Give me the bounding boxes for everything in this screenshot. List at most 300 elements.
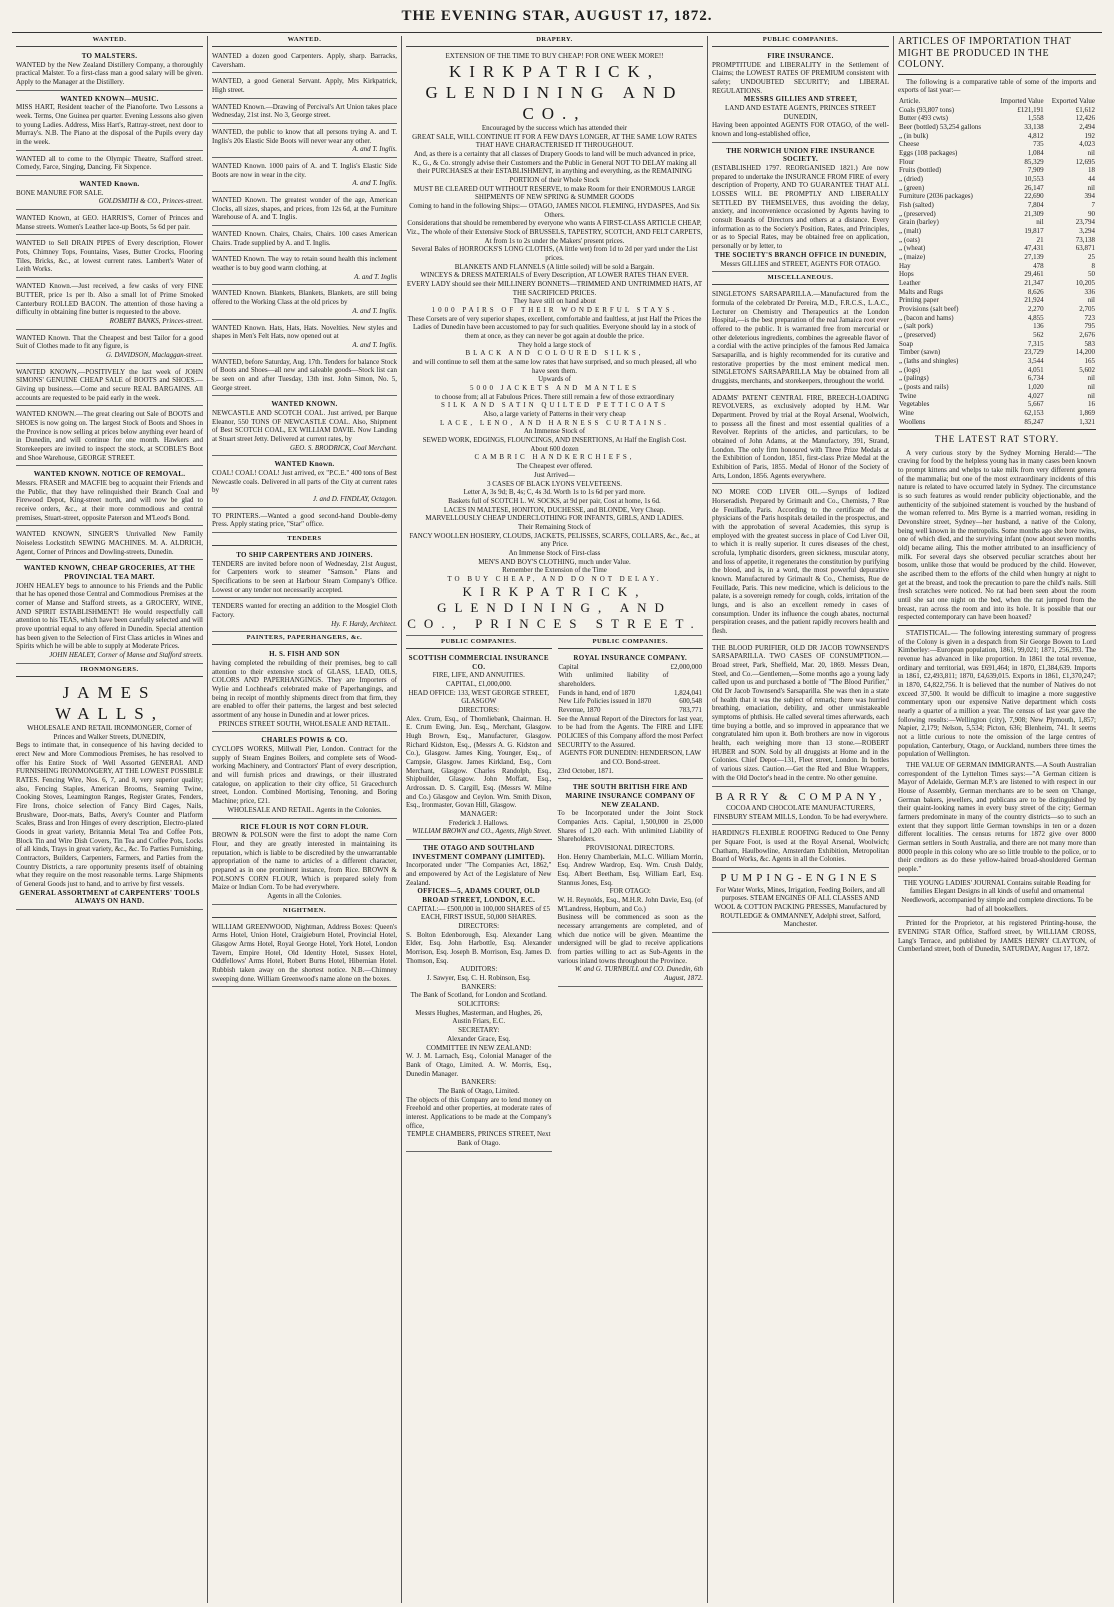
drapery-line: And, as there is a certainty that all classes of Drapery Goods to land will be much advanced in price,: [413, 149, 696, 158]
table-row: [898, 366, 1096, 375]
ad-manager: Frederick J. Hallows.: [448, 818, 509, 827]
table-cell: „ (preserved): [899, 209, 936, 218]
table-header-cell: Imported Value: [1000, 96, 1044, 105]
classified-ad: [212, 322, 397, 354]
ad-body: WANTED, before Saturday, Aug. 17th. Tenders for balance Stock of Boots and Shoes—all new and saleable goods—Stock list can be seen on and after Tuesday, 13th inst. John Simon, No. 5, George street.: [212, 357, 397, 392]
table-cell: 192: [1084, 131, 1095, 140]
classified-ad: [16, 212, 203, 235]
classified-ad: [212, 510, 397, 533]
drapery-line: Upwards of: [538, 375, 571, 384]
ad-body: NEWCASTLE AND SCOTCH COAL. Just arrived, per Barque Eleanor, 550 TONS OF NEWCASTLE COAL. Also, Shipment of Best SCOTCH COAL, EX WILLIAM DAVIE. Now Landing at Stuart street Jetty. Delivered at current rates, by: [212, 408, 397, 443]
drapery-line: Considerations that should be remembered by everyone who wants A FIRST-CLASS ARTICLE CHEAP,: [407, 219, 702, 228]
ad-title: WANTED KNOWN, CHEAP GROCERIES, AT THE PROVINCIAL TEA MART.: [23, 564, 196, 581]
ad-title: PUMPING-ENGINES: [720, 872, 881, 885]
classified-ad: [212, 287, 397, 319]
ad-title: H. S. FISH AND SON: [269, 650, 340, 659]
ad-secretary: Alexander Grace, Esq.: [447, 1034, 511, 1043]
drapery-line: BLACK AND COLOURED SILKS,: [465, 349, 644, 358]
drapery-line: 5000 JACKETS AND MANTLES: [469, 384, 640, 393]
table-cell: Wine: [899, 409, 914, 418]
ad-title: WANTED KNOWN.: [271, 400, 338, 409]
drapery-line: Remember the Extension of the Time: [502, 566, 607, 575]
table-cell: Furniture (2036 packages): [899, 192, 973, 201]
table-cell: 2,705: [1079, 304, 1095, 313]
table-row: [898, 158, 1096, 167]
ad-body: WANTED Known.—Drawing of Percival's Art Union takes place Wednesday, 21st inst. No 3, George street.: [212, 102, 397, 120]
table-cell: Beer (bottled) 53,254 gallons: [899, 122, 982, 131]
table-cell: Capital: [558, 662, 579, 671]
table-cell: Woollens: [899, 417, 926, 426]
ad-signature: Messrs GILLIES and STREET, AGENTS FOR OTAGO.: [720, 259, 881, 268]
table-row: [898, 270, 1096, 279]
ad-capital: CAPITAL:— £500,000 in 100,000 SHARES of £5 EACH, FIRST ISSUE, 50,000 SHARES.: [407, 904, 551, 922]
sarsaparilla-ad: [712, 288, 889, 389]
drapery-line: Their Remaining Stock of: [518, 522, 591, 531]
import-export-table: [898, 97, 1096, 427]
ad-body: WANTED Known. Blankets, Blankets, Blankets, are still being offered to the Working Class at the old prices by: [212, 289, 397, 307]
ad-body: WANTED Known, at GEO. HARRIS'S, Corner of Princes and Manse streets. Women's Leather lace-up Boots, 5s 6d per pair.: [16, 214, 203, 231]
table-cell: 7,315: [1027, 339, 1044, 348]
roofing-ad: [712, 827, 889, 868]
ad-label: SOLICITORS:: [457, 1000, 500, 1009]
ad-label: BANKERS:: [461, 982, 497, 991]
table-cell: 2,494: [1079, 122, 1095, 131]
classified-ad: [212, 356, 397, 397]
ad-body: SINGLETON'S SARSAPARILLA.—Manufactured from the formula of the celebrated Dr Pereira, M.D., F.R.C.S., L.A.C., Lecturer on Chemistry and Therapeutics at the London Hospital,—is the best preparation of the real Jamaica root ever offered to the public. It is warranted free from mercurial or other deleterious ingredients, combines the agreeable flavor of a cordial with the active principles of the famous Red Jamaica Sarsaparilla, and is highly recommended for its curative and restorative properties by the most eminent medical men. SINGLETON'S SARSAPARILLA May be obtained from all druggists, merchants, and storekeepers, throughout the world.: [712, 290, 889, 385]
table-cell: Funds in hand, end of 1870: [558, 688, 636, 697]
table-cell: „ (maize): [899, 252, 926, 261]
ad-firm: MESSRS GILLIES AND STREET,: [743, 95, 858, 104]
table-cell: 4,023: [1079, 140, 1095, 149]
ad-signature: Hy. F. Hardy, Architect.: [331, 619, 397, 628]
table-row: [898, 288, 1096, 297]
article-heading: THE LATEST RAT STORY.: [934, 434, 1060, 445]
ad-body: WANTED all to come to the Olympic Theatre, Stafford street. Comedy, Farce, Singing, Dancing. Fit Sixpence.: [16, 154, 203, 172]
drapery-line: 1000 PAIRS OF THEIR WONDERFUL STAYS.: [431, 306, 678, 315]
table-cell: Fruits (bottled): [899, 166, 942, 175]
classified-ad: [212, 458, 397, 507]
table-cell: 478: [1033, 261, 1044, 270]
flour-ad: [212, 821, 397, 905]
ad-subtitle: WHOLESALE AND RETAIL IRONMONGER, Corner of Princes and Walker Streets, DUNEDIN,: [27, 723, 192, 741]
column-3: [402, 36, 708, 1603]
classified-ad: [16, 50, 203, 91]
drapery-line: The Cheapest ever offered.: [516, 462, 593, 471]
table-cell: 5,602: [1079, 365, 1095, 374]
table-cell: nil: [1087, 296, 1095, 305]
ad-label: MANAGER:: [460, 810, 498, 819]
column-1: [12, 36, 208, 1603]
ad-body: WANTED Known. The greatest wonder of the age, American Clocks, all sizes, shapes, and prices, from 12s 6d, at the Furniture Warehouse of A. and T. Inglis.: [212, 196, 397, 222]
classified-ad: [212, 126, 397, 158]
drapery-line: and will continue to sell them at the same low rates that have surprised, and so much pleased, all who have seen them.: [412, 358, 697, 375]
table-row: [898, 227, 1096, 236]
table-cell: 50: [1088, 270, 1095, 279]
table-cell: 29,461: [1024, 270, 1044, 279]
classified-ad: [212, 253, 397, 285]
table-cell: 12,426: [1075, 114, 1095, 123]
ad-bankers: The Bank of Otago, Limited.: [438, 1086, 520, 1095]
table-header-cell: Exported Value: [1051, 96, 1095, 105]
table-row: [898, 322, 1096, 331]
drapery-line: MEN'S AND BOY'S CLOTHING, much under Value.: [478, 557, 631, 566]
ad-label: COMMITTEE IN NEW ZEALAND:: [426, 1043, 532, 1052]
drapery-line: TO BUY CHEAP, AND DO NOT DELAY.: [447, 574, 662, 583]
article-body: STATISTICAL.— The following interesting summary of progress of the Colony is given in a despatch from Sir George Bowen to Lord Kimberley:—European population, 1861, 99,021; 1871, 256,393. The revenue has advanced in like proportion. In 1861 the total revenue, ordinary and territorial, was £691,464; in 1870, £1,384,639. Imports in 1861, £2,493,811; 1870, £4,639,015. Exports in 1861, £1,370,247; in 1870, £4,822,756. It is believed that the number of Natives do not exceed 37,500. It would be difficult to imagine a more suggestive commentary upon our expensive Native department which costs nearly a quarter of a million a year. The census of last year gave the following results:—Wellington (city), 7,908; New Plymouth, 1,857; Napier, 2,179; Nelson, 5,534; Picton, 636; Blenheim, 741. It seems not a little curious to note the omission of the large centres of population, Canterbury, Otago, or Auckland, numbers three times the population of Wellington.: [898, 628, 1096, 759]
table-cell: 10,205: [1075, 278, 1095, 287]
section-heading: WANTED.: [16, 36, 203, 47]
ironmonger-ad: [16, 680, 203, 910]
drapery-line: Viz., The whole of their Extensive Stock of BRUSSELS, TAPESTRY, SCOTCH, AND FELT CARPETS,: [406, 228, 703, 237]
table-cell: 3,544: [1027, 357, 1044, 365]
table-row: [898, 123, 1096, 132]
drapery-line: MUST BE CLEARED OUT WITHOUT RESERVE, to make Room for their ENORMOUS LARGE SHIPMENTS OF NEW SPRING & SUMMER GOODS: [413, 184, 696, 202]
drapery-line: LACES IN MALTESE, HONITON, DUCHESSE, and BLONDE, Very Cheap.: [443, 505, 666, 514]
ad-title: WANTED Known.: [274, 460, 335, 469]
table-cell: 25: [1088, 252, 1095, 261]
table-cell: „ (logs): [899, 365, 921, 374]
ad-body: WANTED a dozen good Carpenters. Apply, sharp. Barracks, Caversham.: [212, 52, 397, 69]
table-cell: £1,612: [1075, 105, 1095, 114]
table-row: [898, 140, 1096, 149]
ad-body: (ESTABLISHED 1797. REORGANISED 1821.) Are now prepared to undertake the INSURANCE FROM FIRE of every description of Property, AND TO GUARANTEE THAT ALL LOSSES WILL BE PROMPTLY AND LIBERALLY SETTLED BY THEMSELVES, thus avoiding the delay, anxiety, and inconvenience occasioned by Agents having to consult Boards of Directors and others at a distance. Every information as to the Society's Position, Rates, and Principles, or as to Special Rates, may be obtained free on application, personally or by letter, to: [712, 164, 889, 251]
drapery-line: Also, a large variety of Patterns in their very cheap: [483, 410, 626, 419]
table-cell: 62,153: [1024, 409, 1044, 418]
ad-signature: ROBERT BANKS, Princes-street.: [109, 316, 203, 325]
table-row: [898, 166, 1096, 175]
ad-body: TENDERS wanted for erecting an addition to the Mosgiel Cloth Factory.: [212, 602, 397, 620]
table-cell: Twine: [899, 391, 917, 400]
classified-ad: [212, 398, 397, 456]
table-row: [898, 244, 1096, 253]
table-row: [558, 697, 704, 706]
table-cell: 165: [1084, 357, 1095, 365]
table-row: [898, 192, 1096, 201]
table-cell: 27,139: [1024, 252, 1044, 261]
ad-body: THE BLOOD PURIFIER, OLD DR JACOB TOWNSEND'S SARSAPARILLA. TWO CASES OF CONSUMPTION.—Broad street, Park, Sheffield, Mar. 20, 1869. Messrs Dean, Steel, and Co.—Gentlemen,—Some months ago a young lady called upon us and purchased a bottle of "The Blood Purifier," Old Dr Jacob Townsend's Sarsaparilla. She was then in a state of health that it was the subject of remark; there was hurried breathing, emaciation, debility, and other unmistakeable symptoms of phthisis. He called several times afterwards, each time buying a bottle, and so improved in appearance that we congratulated him upon it. Both brothers are now in vigorous health, each weighing more than 13 stone.—ROBERT HUBER and SON. Sold by all druggists at Home and in the Colonies. Chief Depot—131, Fleet street, London. In bottles of various sizes. Caution.—Get the Red and Blue Wrappers, with the Old Doctor's head in the centre. No other genuine.: [712, 643, 889, 782]
table-cell: „ (dried): [899, 174, 923, 183]
drapery-line: CAMBRIC HANDKERCHIEFS,: [474, 453, 635, 462]
ad-otago-directors: W. H. Reynolds, Esq., M.H.R. John Davie, Esq. (of M'Landress, Hepburn, and Co.): [557, 896, 703, 913]
ad-body: To be Incorporated under the Joint Stock Companies Acts. Capital, 1,500,000 in 25,000 Shares of 1,20 each. With unlimited Liability of Shareholders.: [557, 809, 703, 844]
table-row: [898, 348, 1096, 357]
ad-body: WANTED Known. 1000 pairs of A. and T. Inglis's Elastic Side Boots are now in wear in the city.: [212, 162, 397, 179]
table-cell: Timber (sawn): [899, 348, 941, 357]
ad-label: FOR OTAGO:: [609, 887, 651, 896]
ad-signature: GOLDSMITH & CO., Princes-street.: [98, 197, 203, 206]
table-cell: Vegetables: [899, 400, 930, 409]
drapery-line: These Corsets are of very superior shapes, excellent, comfortable and faultless, at just Half the Prices the Ladies of Dunedin have been accustomed to pay for such qualities. Everyone should lay in a stock of them at once, as they can never be got again at double the price.: [407, 314, 702, 341]
table-row: [898, 218, 1096, 227]
classified-ad: [212, 160, 397, 192]
table-cell: 2,270: [1027, 304, 1044, 313]
table-row: [558, 706, 704, 715]
ad-signature: W. and G. TURNBULL and CO. Dunedin, 6th August, 1872.: [574, 965, 703, 983]
table-cell: „ (wheat): [899, 244, 926, 253]
ad-body: WANTED Known. Hats, Hats, Hats. Novelties. New styles and shapes in Men's Felt Hats, now opened out at: [212, 323, 397, 341]
table-cell: „ (salt pork): [899, 322, 933, 331]
ad-label: SECRETARY:: [458, 1026, 500, 1035]
ad-directors: Hon. Henry Chamberlain, M.L.C. William Morrin, Esq. Andrew Wardrop, Esq. Wm. Crush Daldy, Esq. Albert Beetham, Esq. William Earl, Esq. Stannus Jones, Esq.: [557, 852, 703, 887]
ad-signature: J. and D. FINDLAY, Octagon.: [312, 494, 397, 503]
table-row: [898, 340, 1096, 349]
drapery-line: They hold a large stock of: [517, 340, 592, 349]
ad-title: TO MALSTERS.: [81, 52, 138, 61]
young-ladies-journal-ad: [898, 876, 1096, 918]
table-row: [898, 201, 1096, 210]
classified-ad: [16, 153, 203, 176]
ad-body: WANTED Known. The way to retain sound health this inclement weather is to buy good warm clothing, at: [212, 255, 397, 273]
article-intro: The following is a comparative table of some of the imports and exports of last year:—: [898, 77, 1096, 95]
table-cell: nil: [1036, 218, 1044, 227]
table-header-row: [898, 97, 1096, 106]
table-cell: nil: [1087, 391, 1095, 400]
table-cell: 90: [1088, 209, 1095, 218]
drapery-line: FANCY WOOLLEN HOSIERY, CLOUDS, JACKETS, PELISSES, SCARFS, COLLARS, &c., &c., at any Price.: [409, 531, 700, 549]
table-cell: nil: [1087, 148, 1095, 157]
ad-body: having completed the rebuilding of their premises, beg to call attention to their extensive stock of GLASS, LEAD, OILS, COLORS AND PAPERHANGINGS. They are Importers of Wylie and Lochhead's celebrated make of Paperhangings, and being in receipt of monthly shipments direct from that firm, they are enabled to offer their patterns, the largest and best selected assortment of any house in Dunedin and at lower prices.: [212, 659, 397, 720]
ad-body: CYCLOPS WORKS, Millwall Pier, London. Contract for the supply of Steam Engines Boilers, and complete sets of Wood-working Machinery, and Contractors' Plant of every description, and will furnish prices and drawings, or their illustrated catalogue, on application to their city office, 51 Gracechurch street, London. Combined Mortising, Tenoning, and Boring Machine; price, £21.: [212, 745, 397, 806]
ad-signature: A. and T. Inglis.: [352, 145, 397, 154]
section-heading: PUBLIC COMPANIES.: [558, 638, 704, 649]
drapery-line: MARVELLOUSLY CHEAP UNDERCLOTHING FOR INFANTS, GIRLS, AND LADIES.: [425, 514, 684, 523]
table-cell: Butter (493 cwts): [899, 114, 948, 123]
ad-body: COAL! COAL! COAL! Just arrived, ex "P.C.E." 400 tons of Best Newcastle coals. Delivered in all parts of the City at current rates by: [212, 468, 397, 495]
ad-body: WANTED Known. Chairs, Chairs, Chairs. 100 cases American Chairs. Trade supplied by A. and T. Inglis.: [212, 230, 397, 247]
ad-signature: WHOLESALE AND RETAIL. Agents in the Colonies.: [227, 805, 382, 814]
col2-tenders: [212, 549, 397, 632]
table-cell: 394: [1084, 192, 1095, 201]
table-cell: 3,294: [1079, 226, 1095, 235]
table-row: [898, 236, 1096, 245]
table-cell: Malts and Rugs: [899, 287, 943, 296]
classified-ad: [212, 549, 397, 598]
table-cell: 23,729: [1024, 348, 1044, 357]
article-body: A very curious story by the Sydney Morning Herald:—"The craving for food by the helpless young has in many cases been known to prompt kittens and whelps to take milk from very different genera of the mammalia; but one of the most extraordinary incidents of this nature is related to have occurred lately in Sydney. The circumstance is so such features as would render publicity objectionable, and the authenticity of the subjoined statement is vouched by the husband of the woman referred to. Mrs Byrne is a married woman, residing in Devonshire street, Sydney—her husband, a native of the Colony, being well known in the metropolis. Some months ago she bore twins, one of which died, and the surviving infant (now about seven months old) became ailing. This the mother attributed to an insufficiency of milk. For several days she observed peculiar scratches about her bosom, unlike those that would be produced by the child. However, she ascribed them to the efforts of the child when hungry at night to get at the breast, and took the precaution to pare the child's nails. Still fresh scratches were noticed. No rat had been seen about the room until she sat one night on the bed, when the rat jumped from the breast, ran across the room and into its hole. It is possible that our respected contemporary can have been hoaxed?: [898, 448, 1096, 622]
table-cell: With unlimited liability of shareholders.: [558, 671, 669, 688]
table-cell: 583: [1084, 339, 1095, 348]
ad-title: WANTED KNOWN—MUSIC.: [60, 94, 159, 103]
classified-ad: [16, 408, 203, 466]
table-cell: 8: [1091, 261, 1095, 270]
ad-agents: AGENTS FOR DUNEDIN: HENDERSON, LAW and CO. Bond-street.: [559, 749, 702, 766]
scottish-insurance-ad: [406, 652, 552, 840]
table-cell: 336: [1084, 287, 1095, 296]
drapery-line: SILK AND SATIN QUILTED PETTICOATS: [440, 401, 669, 410]
table-cell: 7: [1091, 200, 1095, 209]
drapery-firm: KIRKPATRICK, GLENDINING AND CO.,: [425, 61, 684, 123]
ad-label: BANKERS:: [461, 1078, 497, 1087]
table-row: [898, 400, 1096, 409]
table-cell: Cheese: [899, 140, 920, 149]
table-cell: 22,690: [1024, 192, 1044, 201]
table-row: [898, 279, 1096, 288]
drapery-line: Letter A, 3s 9d; B, 4s; C, 4s 3d. Worth 1s to 1s 6d per yard more.: [463, 488, 646, 497]
drapery-line: An Immense Stock of: [523, 427, 586, 436]
section-heading: NIGHTMEN.: [212, 907, 397, 918]
classified-ad: [212, 101, 397, 124]
drapery-line: EVERY LADY should see their MILLINERY BONNETS—TRIMMED AND UNTRIMMED HATS, AT THE SACRIFICED PRICES.: [406, 280, 703, 297]
classified-ad: [212, 228, 397, 251]
ad-body: HARDING'S FLEXIBLE ROOFING Reduced to One Penny per Square Foot, is used at the Royal Arsenal, Woolwich; Chatham, Haulbowline, Amsterdam Exhibition, Metropolitan Board of Works, &c. Agents in all the Colonies.: [712, 829, 889, 864]
ad-title: THE NORWICH UNION FIRE INSURANCE SOCIETY.: [726, 146, 875, 164]
table-cell: 2,676: [1079, 330, 1095, 339]
table-row: [898, 357, 1096, 366]
ad-label: PROVISIONAL DIRECTORS.: [585, 844, 675, 853]
table-row: [898, 418, 1096, 427]
ad-office: HEAD OFFICE: 133, WEST GEORGE STREET, GLASGOW: [408, 688, 550, 706]
table-cell: 26,147: [1024, 183, 1044, 192]
section-heading: PAINTERS, PAPERHANGERS, &c.: [212, 634, 397, 645]
royal-insurance-ad: [558, 652, 704, 779]
classified-ad: [212, 194, 397, 226]
table-cell: 16: [1088, 400, 1095, 409]
table-cell: „ (green): [899, 183, 925, 192]
table-row: [898, 296, 1096, 305]
classified-ad: [16, 528, 203, 560]
ad-signature: JOHN HEALEY, Corner of Manse and Stafford streets.: [49, 651, 203, 660]
table-cell: 1,869: [1079, 409, 1095, 418]
drapery-line: 3 CASES OF BLACK LYONS VELVETEENS.: [486, 479, 623, 488]
barry-cocoa-ad: [712, 789, 889, 826]
table-cell: 47,431: [1024, 244, 1044, 253]
section-heading: WANTED.: [212, 36, 397, 47]
table-cell: Flour: [899, 157, 915, 166]
drapery-line: Several Bales of HORROCKS'S LONG CLOTHS, (A little wet) from 1d to 2d per yard under the List prices.: [411, 245, 698, 263]
ad-title: WANTED Known.: [79, 180, 140, 189]
classified-ad: [16, 93, 203, 151]
table-row: [898, 253, 1096, 262]
ad-body: Messrs. FRASER and MACFIE beg to acquaint their Friends and the Public, that they have relinquished their Branch Coal and Firewood Depot, King-street north, and will now be glad to receive orders, &c., at their more commodious and central premises, Stuart-street, opposite Paterson and M'Leod's Bond.: [16, 478, 203, 522]
table-cell: 21,347: [1024, 278, 1044, 287]
table-cell: 136: [1033, 322, 1044, 331]
drapery-lead: EXTENSION OF THE TIME TO BUY CHEAP! FOR ONE WEEK MORE!!: [445, 52, 664, 61]
section-heading: PUBLIC COMPANIES.: [712, 36, 889, 47]
table-cell: 1,020: [1027, 383, 1044, 392]
column-4: [708, 36, 894, 1603]
table-row: [898, 106, 1096, 115]
ad-title: THE OTAGO AND SOUTHLAND INVESTMENT COMPANY (LIMITED).: [412, 844, 545, 861]
table-cell: Soap: [899, 339, 913, 348]
table-cell: 21: [1036, 235, 1044, 244]
ad-committee: W. J. M. Larnach, Esq., Colonial Manager of the Bank of Otago, Limited. A. W. Morris, Esq., Dunedin Manager.: [406, 1052, 552, 1078]
table-row: [898, 210, 1096, 219]
drapery-line: Baskets full of SCOTCH L. W. SOCKS, at 9d per pair, Cost at home, 1s 6d.: [448, 496, 661, 505]
table-row: [898, 314, 1096, 323]
ad-body: The objects of this Company are to lend money on Freehold and other properties, at moderate rates of interest. Applications to be made at the Company's office,: [406, 1095, 552, 1130]
ad-body: NO MORE COD LIVER OIL.—Syrups of Iodized Horseradish. Prepared by Grimault and Co., Chemists, 7 Rue de Feuillade, Paris. According to the certificate of the physicians of the Paris hospitals detailed in the prospectus, and with the approbation of several Academies, this syrup is employed with the greatest success in place of Cod Liver Oil, to which it is really superior. It cures diseases of the chest, scrofula, lymphatic disorders, green sickness, muscular atony, and loss of appetite, it regenerates the constitution by purifying the blood, and is, in a word, the most powerful depurative known. Manufactured by Grimault & Co., Chemists, Rue de Feuillade, Paris. This new medicine, which is delicious to the palate, is a sovereign remedy for cough, colds, irritation of the lungs, and is also an excellent remedy in cases of consumption. Under its influence the cough abates, nocturnal perspiration ceases, and the patient rapidly recovers health and flesh.: [712, 488, 889, 636]
drapery-line: Coming to hand in the following Ships:— OTAGO, JAMES NICOL FLEMING, HYDASPES, And Six Others.: [409, 202, 700, 219]
table-cell: Provisions (salt beef): [899, 304, 959, 313]
classified-ad: [212, 600, 397, 632]
ad-body: WANTED, a good General Servant. Apply, Mrs Kirkpatrick, High street.: [212, 77, 397, 95]
ad-label: AUDITORS:: [460, 965, 498, 974]
table-row: [898, 132, 1096, 141]
table-cell: Hops: [899, 270, 914, 279]
table-cell: 85,247: [1024, 417, 1044, 426]
table-cell: Revenue, 1870: [558, 705, 601, 714]
table-row: [558, 689, 704, 698]
table-row: [898, 305, 1096, 314]
ad-title: ROYAL INSURANCE COMPANY.: [573, 653, 688, 662]
classified-ad: [16, 562, 203, 663]
drapery-line: LACE, LENO, AND HARNESS CURTAINS.: [440, 418, 669, 427]
table-cell: £2,000,000: [670, 662, 702, 671]
table-cell: 1,084: [1027, 148, 1044, 157]
ad-capital: CAPITAL, £1,000,000.: [445, 679, 512, 688]
ad-auditors: J. Sawyer, Esq. C. H. Robinson, Esq.: [426, 974, 531, 983]
powis-ad: [212, 734, 397, 818]
ad-body: WANTED by the New Zealand Distillery Company, a thoroughly practical Malster. To a first-class man a good salary will be given. Apply to the Manager at the Distillery.: [16, 60, 203, 87]
ad-label: DIRECTORS:: [458, 922, 500, 931]
columns: [12, 36, 1102, 1603]
drapery-line: BLANKETS AND FLANNELS (A little soiled) will be sold a Bargain.: [454, 262, 655, 271]
imprint: Printed for the Proprietor, at his registered Printing-house, the EVENING STAR Office, Stafford street, by WILLIAM CROSS, Lang's Terrace, and published by JAMES HENRY CLAYTON, of Cumberland street, both of Dunedin, SATURDAY, August 17, 1872.: [898, 919, 1096, 954]
table-cell: Eggs (108 packages): [899, 148, 958, 157]
masthead: THE EVENING STAR, AUGUST 17, 1872.: [401, 8, 713, 24]
table-cell: 4,027: [1027, 391, 1044, 400]
article-title: ARTICLES OF IMPORTATION THAT MIGHT BE PRODUCED IN THE COLONY.: [898, 36, 1072, 70]
ad-body: Incorporated under "The Companies Act, 1862," and empowered by Act of the Legislature of New Zealand.: [406, 861, 552, 887]
table-cell: 10,553: [1024, 174, 1044, 183]
ad-body: BONE MANURE FOR SALE.: [16, 188, 104, 197]
nightmen-ad: [212, 921, 397, 988]
ad-title: CHARLES POWIS & CO.: [261, 736, 348, 745]
drapery-line: GREAT SALE, WILL CONTINUE IT FOR A FEW DAYS LONGER, AT THE SAME LOW RATES THAT HAVE CHARACTERISED IT THROUGHOUT.: [412, 132, 697, 150]
table-cell: Coals (93,807 tons): [899, 105, 955, 114]
column-5: [894, 36, 1100, 1603]
classified-ad: [212, 50, 397, 73]
table-cell: Printing paper: [899, 296, 939, 305]
section-heading: TENDERS: [212, 535, 397, 546]
table-cell: 8,626: [1027, 287, 1044, 296]
table-cell: „ (posts and rails): [899, 383, 949, 392]
ad-signature: WILLIAM BROWN and CO., Agents, High Street.: [412, 827, 552, 836]
table-row: [898, 374, 1096, 383]
col1-ads: [16, 50, 203, 664]
ad-title: WANTED KNOWN. NOTICE OF REMOVAL.: [33, 470, 186, 479]
ad-body: WANTED KNOWN,—POSITIVELY the last week of JOHN SIMONS' GENUINE CHEAP SALE of BOOTS and SHOES.—Giving up business.—Come and secure REAL BARGAINS. All accounts are requested to be paid early in the week.: [16, 367, 203, 402]
fire-insurance-ad: [712, 50, 889, 143]
table-cell: New Life Policies issued in 1870: [558, 697, 652, 706]
ad-body: THE YOUNG LADIES' JOURNAL Contains suitable Reading for families Elegant Designs in all kinds of useful and ornamental Needlework, accompanied by simple and complete directions. To be had of all booksellers.: [901, 878, 1093, 913]
public-companies-left: [406, 638, 552, 1154]
public-companies-right: [558, 638, 704, 1154]
drapery-line: Just Arrived—: [533, 470, 576, 479]
table-cell: 12,695: [1075, 157, 1095, 166]
classified-ad: [16, 178, 203, 210]
ad-footer: GENERAL ASSORTMENT of CARPENTERS' TOOLS ALWAYS ON HAND.: [19, 888, 200, 906]
ad-body: MISS HART, Resident teacher of the Pianoforte. Two Lessons a week. Terms, One Guinea per quarter. Evening Lessons also given to young Ladies. Address, Miss Hart's, Rattray-street, next door to Murray's. N.B. The Piano at the disposal of the Pupils every day in the week.: [16, 103, 203, 147]
table-row: [558, 663, 704, 672]
cod-liver-oil-ad: [712, 486, 889, 639]
table-row: [898, 392, 1096, 401]
ad-body: WANTED, the public to know that all persons trying A. and T. Inglis's 20s Elastic Side Boots will never wear any other.: [212, 128, 397, 145]
table-cell: „ (laths and shingles): [899, 357, 959, 365]
ad-body: For Water Works, Mines, Irrigation, Feeding Boilers, and all purposes. STEAM ENGINES OF ALL CLASSES AND WOOL & COTTON PACKING PRESSES, Manufactured by ROUTLEDGE & OMMANNEY, Adelphi street, Salford, Manchester.: [714, 885, 887, 929]
ad-body: WANTED KNOWN, SINGER'S Unrivalled New Family Noiseless Lockstitch SEWING MACHINES. M. A. ALDRICH, Agent, Corner of Princes and Dowling-streets, Dunedin.: [16, 530, 203, 556]
table-cell: 1,321: [1079, 417, 1095, 426]
table-header-cell: Article.: [899, 96, 921, 105]
classified-ad: [16, 366, 203, 407]
revolvers-ad: [712, 392, 889, 485]
ad-title: FIRE INSURANCE.: [767, 52, 834, 61]
ad-signature: A. and T. Inglis.: [352, 179, 397, 188]
ad-footer: TEMPLE CHAMBERS, PRINCES STREET, Next Bank of Otago.: [406, 1130, 551, 1147]
ad-body: TO PRINTERS.—Wanted a good second-hand Double-demy Press. Apply stating price, "Star" office.: [212, 511, 397, 529]
blood-purifier-ad: [712, 642, 889, 787]
table-row: [898, 383, 1096, 392]
